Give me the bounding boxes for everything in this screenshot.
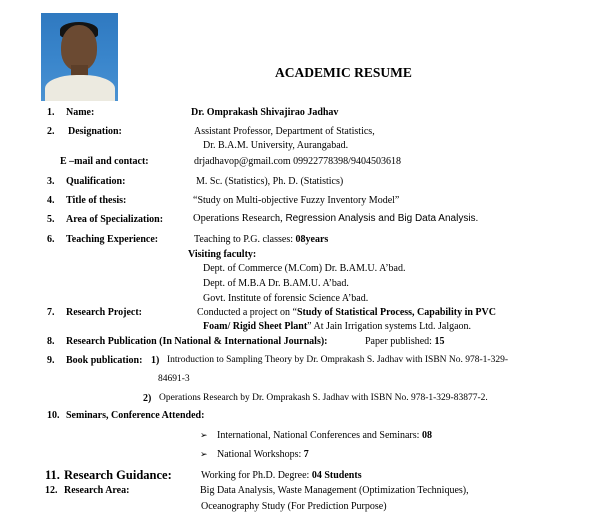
item-3-number: 3. bbox=[47, 176, 55, 187]
item-4-number: 4. bbox=[47, 195, 55, 206]
research-area-line2: Oceanography Study (For Prediction Purpose) bbox=[201, 501, 387, 512]
visiting-faculty-label: Visiting faculty: bbox=[188, 249, 257, 260]
guidance-label: Research Guidance: bbox=[64, 468, 172, 482]
specialization-label: Area of Specialization: bbox=[66, 214, 164, 225]
project-label: Research Project: bbox=[66, 307, 142, 318]
seminar-item-2-value: 7 bbox=[303, 449, 309, 460]
publication-count: 15 bbox=[434, 336, 445, 347]
seminar-item-1 bbox=[217, 431, 432, 441]
seminar-item-2 bbox=[217, 450, 309, 460]
item-11-number: 11. bbox=[45, 468, 60, 482]
book-1-line1: Introduction to Sampling Theory by Dr. Omprakash S. Jadhav with ISBN No. 978-1-329- bbox=[167, 355, 508, 365]
item-1-number: 1. bbox=[47, 107, 55, 118]
book-2-number: 2) bbox=[143, 393, 152, 404]
teaching-label: Teaching Experience: bbox=[66, 234, 159, 245]
project-suffix: ” At Jain Irrigation systems Ltd. Jalgaon. bbox=[307, 321, 472, 332]
thesis-label: Title of thesis: bbox=[66, 195, 127, 206]
qualification-value: M. Sc. (Statistics), Ph. D. (Statistics) bbox=[196, 176, 344, 187]
guidance-text bbox=[201, 471, 362, 481]
project-title-part1: Study of Statistical Process, Capability in PVC bbox=[296, 307, 496, 318]
book-1-line2: 84691-3 bbox=[158, 374, 190, 384]
project-line1 bbox=[197, 308, 496, 318]
visiting-item-2: Dept. of M.B.A Dr. B.AM.U. A’bad. bbox=[203, 278, 349, 289]
specialization-value bbox=[193, 214, 478, 225]
item-12-number: 12. bbox=[45, 485, 58, 496]
item-7-number: 7. bbox=[47, 307, 55, 318]
project-prefix: Conducted a project on “ bbox=[197, 307, 297, 318]
seminars-label: Seminars, Conference Attended: bbox=[66, 410, 205, 421]
research-area-label: Research Area: bbox=[64, 485, 130, 496]
item-8-number: 8. bbox=[47, 336, 55, 347]
designation-line1: Assistant Professor, Department of Statistics, bbox=[194, 126, 375, 137]
book-publication-label: Book publication: bbox=[66, 355, 143, 366]
seminar-item-1-value: 08 bbox=[421, 430, 432, 441]
designation-line2: Dr. B.A.M. University, Aurangabad. bbox=[203, 140, 349, 151]
item-2-number: 2. bbox=[47, 126, 55, 137]
item-5-number: 5. bbox=[47, 214, 55, 225]
thesis-value: “Study on Multi-objective Fuzzy Inventory Model” bbox=[193, 195, 400, 206]
specialization-value-b: Regression Analysis and Big Data Analysis. bbox=[285, 213, 479, 224]
teaching-pg bbox=[194, 235, 328, 245]
seminar-bullet-2: ➢ bbox=[200, 449, 208, 459]
publication-text: Paper published: bbox=[365, 336, 432, 347]
item-9-number: 9. bbox=[47, 355, 55, 366]
teaching-pg-value: 08years bbox=[295, 234, 329, 245]
publication-label: Research Publication (In National & International Journals): bbox=[66, 336, 328, 347]
email-label: E –mail and contact: bbox=[60, 156, 149, 167]
visiting-item-3: Govt. Institute of forensic Science A’bad. bbox=[203, 293, 369, 304]
book-2-text: Operations Research by Dr. Omprakash S. Jadhav with ISBN No. 978-1-329-83877-2. bbox=[159, 393, 488, 403]
seminar-item-2-text: National Workshops: bbox=[217, 449, 302, 460]
profile-photo bbox=[41, 13, 118, 101]
project-title-part2: Foam/ Rigid Sheet Plant bbox=[203, 321, 308, 332]
guidance-description: Working for Ph.D. Degree: bbox=[201, 470, 310, 481]
item-6-number: 6. bbox=[47, 234, 55, 245]
designation-label: Designation: bbox=[68, 126, 122, 137]
project-line2 bbox=[203, 322, 471, 332]
name-label: Name: bbox=[66, 107, 95, 118]
book-1-number: 1) bbox=[151, 355, 160, 366]
page-title: ACADEMIC RESUME bbox=[275, 65, 412, 80]
photo-shirt bbox=[45, 75, 115, 101]
item-10-number: 10. bbox=[47, 410, 60, 421]
seminar-item-1-text: International, National Conferences and Seminars: bbox=[217, 430, 420, 441]
guidance-value: 04 Students bbox=[311, 470, 362, 481]
teaching-pg-prefix: Teaching to P.G. classes: bbox=[194, 234, 294, 245]
visiting-item-1: Dept. of Commerce (M.Com) Dr. B.AM.U. A’bad. bbox=[203, 263, 406, 274]
qualification-label: Qualification: bbox=[66, 176, 126, 187]
specialization-value-a: Operations Research, bbox=[193, 213, 283, 224]
email-value: drjadhavop@gmail.com 09922778398/9404503618 bbox=[194, 156, 401, 167]
seminar-bullet-1: ➢ bbox=[200, 430, 208, 440]
name-value: Dr. Omprakash Shivajirao Jadhav bbox=[191, 107, 339, 118]
publication-value bbox=[365, 337, 444, 347]
research-area-line1: Big Data Analysis, Waste Management (Optimization Techniques), bbox=[200, 485, 469, 496]
